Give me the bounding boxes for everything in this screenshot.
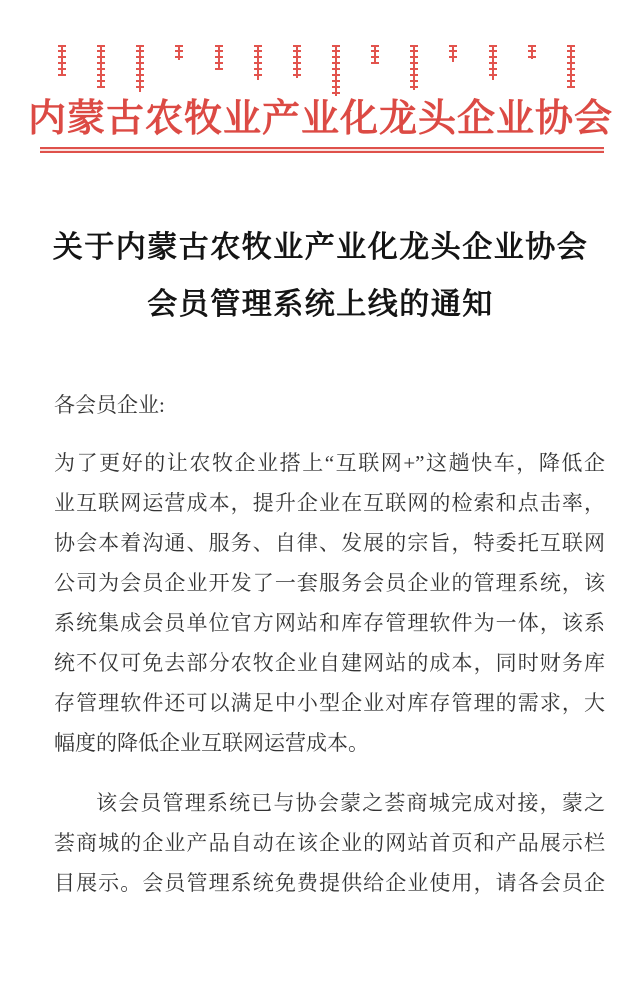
paragraph: [54, 783, 605, 903]
mongolian-script-word: [175, 50, 183, 60]
text-line: 公司为会员企业开发了一套服务会员企业的管理系统，该: [54, 571, 605, 595]
document-body: [0, 385, 641, 903]
paragraph: [54, 443, 605, 763]
mongolian-script-word: [136, 50, 144, 92]
mongolian-script-word: [215, 50, 223, 70]
mongolian-script-word: [449, 50, 457, 62]
body-paragraphs: [54, 443, 605, 903]
mongolian-script-word: [489, 50, 497, 80]
document-title-line2: 会员管理系统上线的通知: [147, 288, 494, 321]
document-title-line1: 关于内蒙古农牧业产业化龙头企业协会: [52, 231, 589, 264]
mongolian-script-word: [254, 50, 262, 80]
mongolian-script-word: [293, 50, 301, 78]
text-line: 幅度的降低企业互联网运营成本。: [54, 731, 369, 755]
mongolian-script-word: [371, 50, 379, 64]
text-line: 该会员管理系统已与协会蒙之荟商城完成对接，蒙之: [96, 791, 605, 815]
organization-name: 内蒙古农牧业产业化龙头企业协会: [27, 98, 613, 140]
text-line: 目展示。会员管理系统免费提供给企业使用，请各会员企: [54, 871, 605, 895]
text-line: 业互联网运营成本，提升企业在互联网的检索和点击率，: [54, 491, 605, 515]
header-divider-line: [40, 147, 604, 153]
text-line: 存管理软件还可以满足中小型企业对库存管理的需求，大: [54, 691, 605, 715]
text-line: 荟商城的企业产品自动在该企业的网站首页和产品展示栏: [54, 831, 605, 855]
mongolian-script-word: [567, 50, 575, 88]
mongolian-script-word: [97, 50, 105, 88]
text-line: 系统集成会员单位官方网站和库存管理软件为一体，该系: [54, 611, 605, 635]
mongolian-script-header: [58, 50, 575, 96]
mongolian-script-word: [58, 50, 66, 76]
mongolian-script-word: [410, 50, 418, 90]
text-line: 为了更好的让农牧企业搭上“互联网+”这趟快车，降低企: [54, 451, 605, 475]
mongolian-script-word: [332, 50, 340, 96]
notice-document-page: [0, 50, 641, 998]
mongolian-script-word: [528, 50, 536, 59]
salutation: 各会员企业:: [54, 393, 165, 417]
text-line: 统不仅可免去部分农牧企业自建网站的成本，同时财务库: [54, 651, 605, 675]
text-line: 协会本着沟通、服务、自律、发展的宗旨，特委托互联网: [54, 531, 605, 555]
document-title: [20, 219, 621, 333]
